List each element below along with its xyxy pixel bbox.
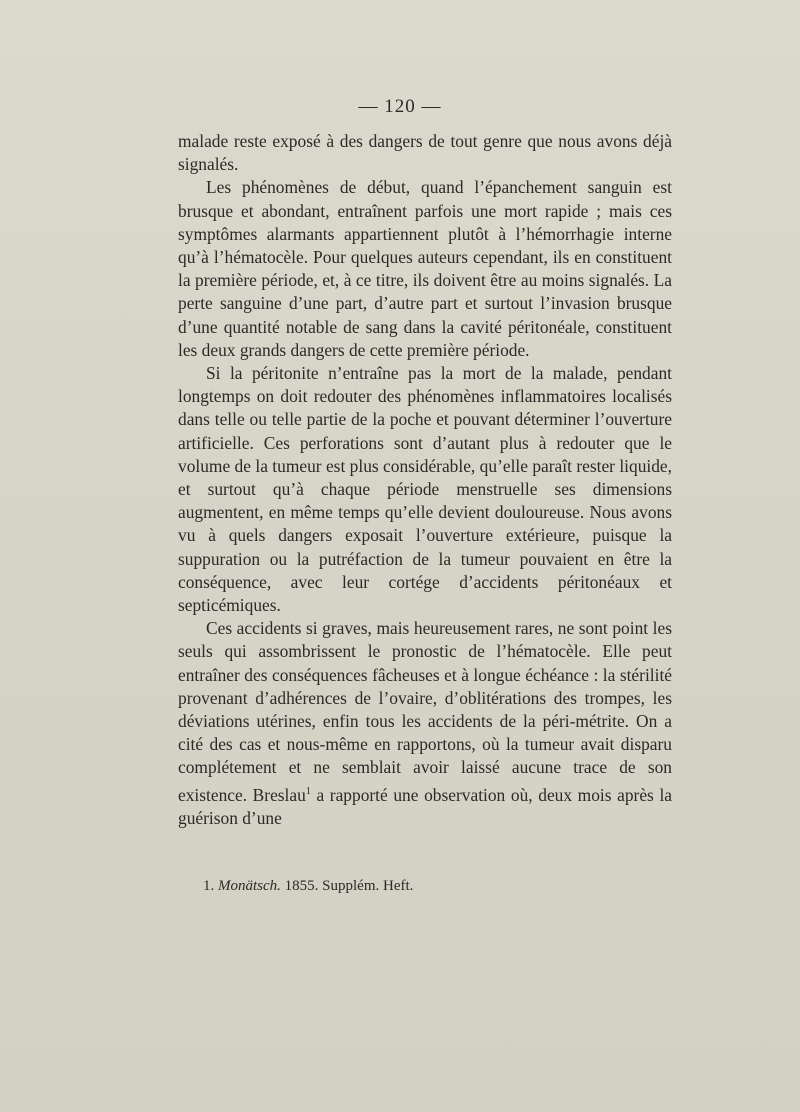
footnote bbox=[203, 878, 413, 895]
paragraph-4-text-b: a rapporté une observation où, deux mois après la guérison d’une bbox=[178, 784, 673, 828]
paragraph-1: malade reste exposé à des dangers de tout genre que nous avons déjà signalés. bbox=[178, 131, 672, 175]
footnote-reference: 1 bbox=[305, 785, 311, 797]
footnote-details: 1855. Supplém. Heft. bbox=[284, 878, 414, 894]
page-number: — 120 — bbox=[358, 96, 442, 117]
paragraph-4 bbox=[178, 617, 672, 830]
body-text bbox=[178, 130, 672, 830]
paragraph-3: Si la péritonite n’entraîne pas la mort de la malade, pendant longtemps on doit redouter des phénomènes inflammatoires localisés dans telle ou telle partie de la poche et pouvant déterminer l’ouverture artificielle. Ces perforations sont d’autant plus à redouter que le volume de la tumeur est plus considérable, qu’elle paraît rester liquide, et surtout qu’à chaque période menstruelle ses dimensions augmentent, en même temps qu’elle devient douloureuse. Nous avons vu à quels dangers exposait l’ouverture extérieure, puisque la suppuration ou la putréfaction de la tumeur pouvaient en être la conséquence, avec leur cortége d’accidents péritonéaux et septicémiques. bbox=[178, 363, 672, 616]
footnote-number: 1. bbox=[203, 878, 215, 894]
paragraph-2: Les phénomènes de début, quand l’épanchement sanguin est brusque et abondant, entraînent parfois une mort rapide ; mais ces symptômes alarmants appartiennent plutôt à l’hémorrhagie interne qu’à l’hématocèle. Pour quelques auteurs cependant, ils en constituent la première période, et, à ce titre, ils doivent être au moins signalés. La perte sanguine d’une part, d’autre part et surtout l’invasion brusque d’une quantité notable de sang dans la cavité péritonéale, constituent les deux grands dangers de cette première période. bbox=[178, 177, 672, 360]
footnote-source: Monätsch. bbox=[218, 878, 281, 894]
paragraph-4-text-a: Ces accidents si graves, mais heureusement rares, ne sont point les seuls qui assombrissent le pronostic de l’hématocèle. Elle peut entraîner des conséquences fâcheuses et à longue échéance : la stérilité provenant d’adhérences de l’ovaire, d’oblitérations des trompes, les déviations utérines, enfin tous les accidents de la péri-métrite. On a cité des cas et nous-même en rapportons, où la tumeur avait disparu complétement et ne semblait avoir laissé aucune trace de son existence. Breslau bbox=[178, 618, 672, 805]
